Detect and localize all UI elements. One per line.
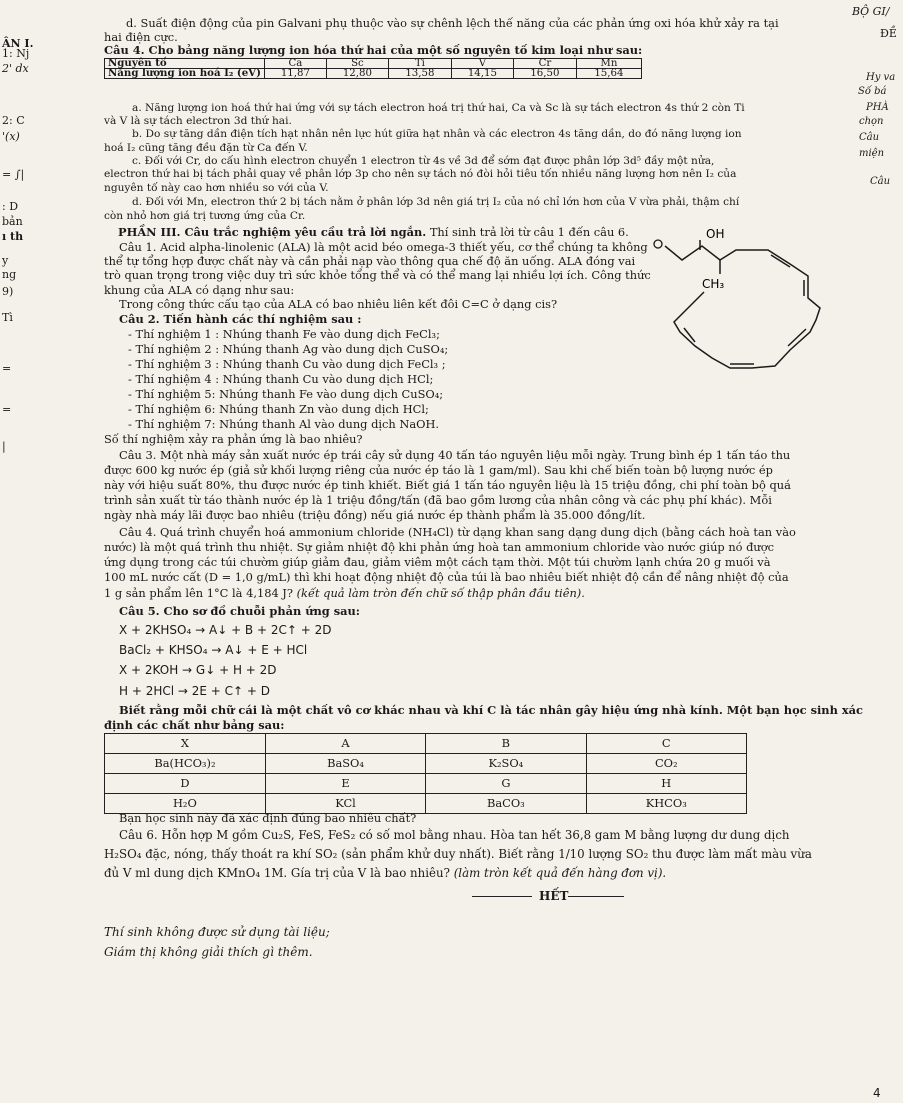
margin-text: = xyxy=(2,403,12,416)
q4b-line: 100 mL nước cất (D = 1,0 g/mL) thì khi hoạt động nhiệt độ của túi là bao nhiêu biết nhiệt độ cần để nâng nhiệt độ của xyxy=(104,570,789,584)
intro-line: hai điện cực. xyxy=(104,30,178,44)
q1-line: Trong công thức cấu tạo của ALA có bao nhiêu liên kết đôi C=C ở dạng cis? xyxy=(119,297,558,311)
margin-text: Câu xyxy=(859,132,880,143)
margin-text: 1: Nj xyxy=(2,47,30,60)
ch3-label: CH₃ xyxy=(702,277,725,291)
table-cell: H xyxy=(586,774,746,794)
q4-line: a. Năng lượng ion hoá thứ hai ứng với sự tách electron hoá trị thứ hai, Ca và Sc là sự tách electron 4s thứ 2 còn Ti xyxy=(132,102,745,114)
table-cell: X xyxy=(105,734,266,754)
table-cell: A xyxy=(265,734,425,754)
q2-line: - Thí nghiệm 4 : Nhúng thanh Cu vào dung dịch HCl; xyxy=(128,372,434,386)
q5-question: Bạn học sinh này đã xác định đúng bao nhiêu chất? xyxy=(119,811,417,825)
margin-text: Câu xyxy=(870,176,891,187)
margin-text: ĐỀ xyxy=(880,27,897,40)
ala-skeleton-drawing xyxy=(640,228,850,388)
q4-line: c. Đối với Cr, do cấu hình electron chuyển 1 electron từ 4s về 3d để sớm đạt được phân lớp 3d⁵ đầy một nửa, xyxy=(132,155,715,167)
table-row xyxy=(105,734,747,754)
table-row xyxy=(105,754,747,774)
q4b-note: (kết quả làm tròn đến chữ số thập phân đầu tiên). xyxy=(296,586,585,600)
table-cell: G xyxy=(426,774,586,794)
q4-line: b. Do sự tăng dần điện tích hạt nhân nên lực hút giữa hạt nhân và các electron 4s tăng dần, do đó năng lượng ion xyxy=(132,128,742,140)
margin-text: miện xyxy=(859,148,885,159)
margin-text: ng xyxy=(2,268,17,281)
margin-text: | xyxy=(2,440,6,453)
ionization-table xyxy=(104,58,642,79)
q2-line: Số thí nghiệm xảy ra phản ứng là bao nhiêu? xyxy=(104,432,363,446)
table-cell: 16,50 xyxy=(513,69,576,79)
table-cell: Ti xyxy=(388,59,451,69)
ala-structure xyxy=(640,228,850,388)
intro-line: d. Suất điện động của pin Galvani phụ thuộc vào sự chênh lệch thế năng của các phản ứng oxi hóa khử xảy ra tại xyxy=(126,16,779,30)
margin-text: 2' dx xyxy=(2,62,29,75)
q6-line xyxy=(104,867,666,879)
margin-text: BỘ GI/ xyxy=(852,5,890,18)
q2-line: - Thí nghiệm 6: Nhúng thanh Zn vào dung dịch HCl; xyxy=(128,402,429,416)
margin-text: PHÀ xyxy=(866,102,889,113)
q4-line: còn nhỏ hơn giá trị tương ứng của Cr. xyxy=(104,210,306,222)
q6-note: (làm tròn kết quả đến hàng đơn vị). xyxy=(453,866,667,880)
end-marker: HẾT xyxy=(539,889,569,903)
q3-line: này với hiệu suất 80%, thu được nước ép tinh khiết. Biết giá 1 tấn táo nguyên liệu là 15 triệu đồng, chi phí toàn bộ quá xyxy=(104,478,791,492)
q2-line: - Thí nghiệm 3 : Nhúng thanh Cu vào dung dịch FeCl₃ ; xyxy=(128,357,446,371)
q2-line: Câu 2. Tiến hành các thí nghiệm sau : xyxy=(119,312,362,326)
q4-line: nguyên tố này cao hơn nhiều so với của V. xyxy=(104,182,329,194)
table-cell: 15,64 xyxy=(576,69,641,79)
table-cell: CO₂ xyxy=(586,754,746,774)
margin-text: '(x) xyxy=(2,130,20,143)
q4-caption: Câu 4. Cho bảng năng lượng ion hóa thứ hai của một số nguyên tố kim loại như sau: xyxy=(104,43,643,57)
table-cell: 13,58 xyxy=(388,69,451,79)
table-cell: K₂SO₄ xyxy=(426,754,586,774)
margin-text: Hy va xyxy=(866,72,896,83)
q3-line: ngày nhà máy lãi được bao nhiêu (triệu đồng) nếu giá nước ép thành phẩm là 35.000 đồng/lít. xyxy=(104,508,646,522)
q4b-line xyxy=(104,587,585,599)
table-cell: BaCO₃ xyxy=(426,794,586,814)
divider xyxy=(568,896,624,897)
table-cell: Mn xyxy=(576,59,641,69)
margin-text: y xyxy=(2,254,9,267)
part3-heading-rest: Thí sinh trả lời từ câu 1 đến câu 6. xyxy=(429,225,629,239)
equation: X + 2KHSO₄ → A↓ + B + 2C↑ + 2D xyxy=(119,623,332,637)
margin-text: = ∫| xyxy=(2,168,25,181)
margin-text: = xyxy=(2,362,12,375)
table-row xyxy=(105,774,747,794)
q2-line: - Thí nghiệm 5: Nhúng thanh Fe vào dung dịch CuSO₄; xyxy=(128,387,444,401)
margin-text: Số bá xyxy=(858,86,887,97)
table-cell: 11,87 xyxy=(264,69,326,79)
table-cell: Sc xyxy=(326,59,388,69)
q5-after: Biết rằng mỗi chữ cái là một chất vô cơ khác nhau và khí C là tác nhân gây hiệu ứng nhà kính. Một bạn học sinh xác xyxy=(119,703,863,717)
q2-line: - Thí nghiệm 2 : Nhúng thanh Ag vào dung dịch CuSO₄; xyxy=(128,342,449,356)
part3-heading-bold: PHẦN III. Câu trắc nghiệm yêu cầu trả lời ngắn. xyxy=(118,225,427,239)
footer-note: Giám thị không giải thích gì thêm. xyxy=(104,945,313,959)
margin-text: 2: C xyxy=(2,114,25,127)
table-cell: Cr xyxy=(513,59,576,69)
table-cell: E xyxy=(265,774,425,794)
table-cell: C xyxy=(586,734,746,754)
part3-heading xyxy=(118,226,629,238)
q1-line: thể tự tổng hợp được chất này và cần phải nạp vào thông qua chế độ ăn uống. ALA đóng vai xyxy=(104,254,636,268)
divider xyxy=(472,896,532,897)
margin-text: ÂN I. xyxy=(2,37,34,50)
q5-after: định các chất như bảng sau: xyxy=(104,718,285,732)
margin-text: 9) xyxy=(2,285,14,298)
q3-line: được 600 kg nước ép (giả sử khối lượng riêng của nước ép táo là 1 gam/ml). Sau khi chế biến toàn bộ lượng nước ép xyxy=(104,463,773,477)
table-cell: B xyxy=(426,734,586,754)
margin-text: Tì xyxy=(2,311,13,324)
q4b-line: Câu 4. Quá trình chuyển hoá ammonium chloride (NH₄Cl) từ dạng khan sang dạng dung dịch (bằng cách hoà tan vào xyxy=(119,525,796,539)
table-cell: V xyxy=(451,59,513,69)
table-cell: D xyxy=(105,774,266,794)
table-cell: Năng lượng ion hoá I₂ (eV) xyxy=(105,69,265,79)
page-number: 4 xyxy=(873,1086,881,1100)
table-cell: 14,15 xyxy=(451,69,513,79)
q4-line: và V là sự tách electron 3d thứ hai. xyxy=(104,115,292,127)
table-row xyxy=(105,69,642,79)
margin-text: : D xyxy=(2,200,19,213)
q3-line: trình sản xuất từ táo thành nước ép là 1 triệu đồng/tấn (đã bao gồm lương của nhân công và các phụ phí khác). Mỗi xyxy=(104,493,772,507)
margin-text: ı th xyxy=(2,230,24,243)
table-cell: BaSO₄ xyxy=(265,754,425,774)
q1-line: Câu 1. Acid alpha-linolenic (ALA) là một acid béo omega-3 thiết yếu, cơ thể chúng ta không xyxy=(119,240,648,254)
q2-line: - Thí nghiệm 1 : Nhúng thanh Fe vào dung dịch FeCl₃; xyxy=(128,327,440,341)
q6-text: đủ V ml dung dịch KMnO₄ 1M. Gía trị của V là bao nhiêu? xyxy=(104,866,450,880)
q4-line: d. Đối với Mn, electron thứ 2 bị tách nằm ở phân lớp 3d nên giá trị I₂ của nó chỉ lớn hơn của V vừa phải, thậm chí xyxy=(132,196,740,208)
equation: BaCl₂ + KHSO₄ → A↓ + E + HCl xyxy=(119,643,308,657)
table-cell: Ba(HCO₃)₂ xyxy=(105,754,266,774)
table-cell: KHCO₃ xyxy=(586,794,746,814)
q1-line: khung của ALA có dạng như sau: xyxy=(104,283,295,297)
footer-note: Thí sinh không được sử dụng tài liệu; xyxy=(104,925,330,939)
oh-label: OH xyxy=(706,228,725,241)
q4-line: hoá I₂ cũng tăng đều đặn từ Ca đến V. xyxy=(104,142,308,154)
equation: H + 2HCl → 2E + C↑ + D xyxy=(119,684,271,698)
substance-table xyxy=(104,733,747,814)
q3-line: Câu 3. Một nhà máy sản xuất nước ép trái cây sử dụng 40 tấn táo nguyên liệu mỗi ngày. Trung bình ép 1 tấn táo thu xyxy=(119,448,791,462)
q4b-line: ứng dụng trong các túi chườm giúp giảm đau, giảm viêm một cách tạm thời. Một túi chườm lạnh chứa 20 g muối và xyxy=(104,555,771,569)
equation: X + 2KOH → G↓ + H + 2D xyxy=(119,663,277,677)
oxygen-atom-icon xyxy=(654,240,662,248)
margin-text: bản xyxy=(2,215,23,228)
q5-intro: Câu 5. Cho sơ đồ chuỗi phản ứng sau: xyxy=(119,604,360,618)
table-cell: 12,80 xyxy=(326,69,388,79)
table-cell: KCl xyxy=(265,794,425,814)
q6-line: H₂SO₄ đặc, nóng, thấy thoát ra khí SO₂ (sản phẩm khử duy nhất). Biết rằng 1/10 lượng SO₂ thu được làm mất màu vừa xyxy=(104,847,812,861)
q4b-line: nước) là một quá trình thu nhiệt. Sự giảm nhiệt độ khi phản ứng hoà tan ammonium chloride vào nước giúp nó được xyxy=(104,540,774,554)
table-cell: H₂O xyxy=(105,794,266,814)
table-cell: Ca xyxy=(264,59,326,69)
q4b-text: 1 g sản phẩm lên 1°C là 4,184 J? xyxy=(104,586,293,600)
table-cell: Nguyên tố xyxy=(105,59,265,69)
q6-line: Câu 6. Hỗn hợp M gồm Cu₂S, FeS, FeS₂ có số mol bằng nhau. Hòa tan hết 36,8 gam M bằng lượng dư dung dịch xyxy=(119,828,790,842)
q1-line: trò quan trọng trong việc duy trì sức khỏe tổng thể và có thể mang lại nhiều lợi ích. Công thức xyxy=(104,268,651,282)
q2-line: - Thí nghiệm 7: Nhúng thanh Al vào dung dịch NaOH. xyxy=(128,417,440,431)
q4-line: electron thứ hai bị tách phải quay về phân lớp 3p cho nên sự tách nó đòi hỏi tiêu tốn nhiều năng lượng hơn nên I₂ của xyxy=(104,168,737,180)
margin-text: chọn xyxy=(859,116,884,127)
